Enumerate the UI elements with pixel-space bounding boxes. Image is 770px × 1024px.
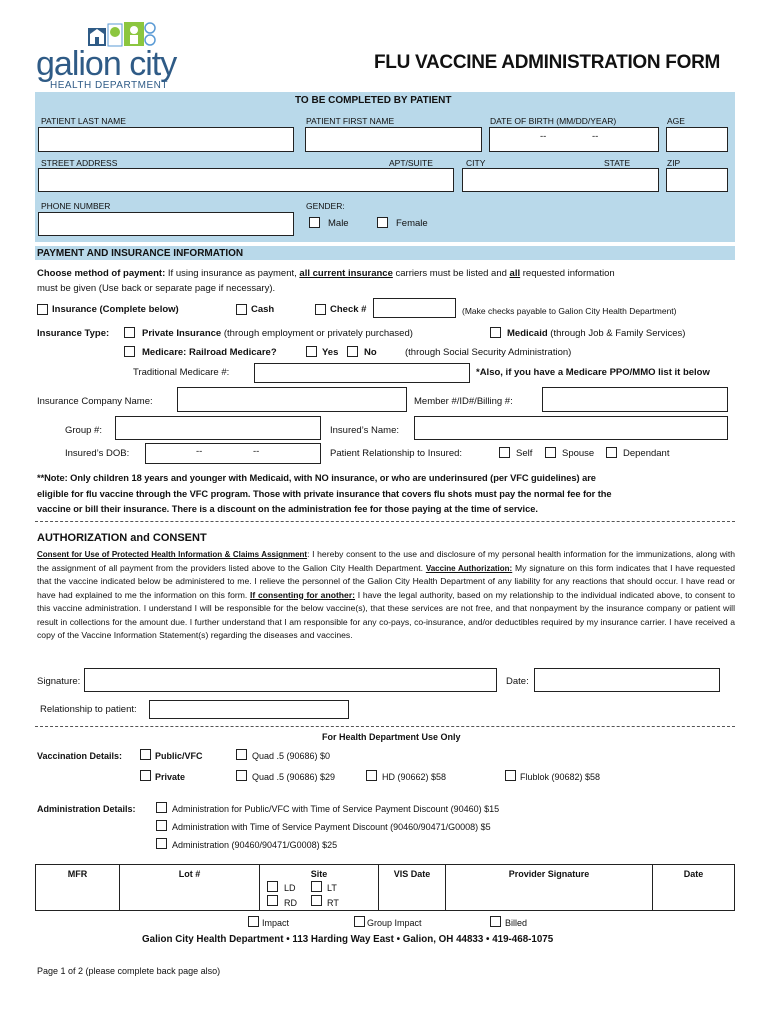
payment-method-u2: all [509, 268, 521, 279]
medicaid-line [507, 328, 685, 340]
logo [36, 20, 186, 92]
flublok-58-checkbox[interactable] [505, 770, 516, 781]
provider-signature-header-text: Provider Signature [508, 869, 590, 879]
member-id-label: Member #/ID#/Billing #: [414, 396, 513, 407]
zip-field[interactable] [666, 168, 728, 192]
railroad-no-label: No [364, 347, 377, 358]
quad-29-label: Quad .5 (90686) $29 [252, 772, 336, 782]
admin-public-vfc-label: Administration for Public/VFC with Time of Service Payment Discount (90460) $15 [172, 804, 500, 814]
patient-last-name-label: PATIENT LAST NAME [41, 116, 126, 126]
dob-separator-1: -- [540, 131, 547, 142]
spouse-checkbox[interactable] [545, 447, 556, 458]
consent-section-header: AUTHORIZATION and CONSENT [37, 532, 207, 544]
vfc-note-line1: **Note: Only children 18 years and younger with Medicaid, with NO insurance, or who are underinsured (per VFC guidelines) are [37, 473, 596, 483]
self-label: Self [516, 448, 533, 459]
payment-method-u1: all current insurance [299, 268, 393, 279]
patient-section-header: TO BE COMPLETED BY PATIENT [295, 95, 452, 106]
signature-label: Signature: [37, 676, 81, 687]
consent-phi-heading: Consent for Use of Protected Health Information & Claims Assignment [37, 550, 308, 559]
railroad-yes-label: Yes [322, 347, 339, 358]
site-lt-label: LT [327, 883, 337, 893]
self-checkbox[interactable] [499, 447, 510, 458]
consenting-for-another-heading: If consenting for another: [249, 589, 356, 600]
billed-checkbox[interactable] [490, 916, 501, 927]
age-label: AGE [667, 116, 685, 126]
group-impact-checkbox[interactable] [354, 916, 365, 927]
gender-label: GENDER: [306, 201, 345, 211]
insured-dob-separator-1: -- [196, 446, 203, 457]
patient-relationship-label: Patient Relationship to Insured: [330, 448, 463, 459]
private-insurance-checkbox[interactable] [124, 327, 135, 338]
billed-label: Billed [505, 918, 528, 928]
city-label: CITY [466, 158, 486, 168]
private-checkbox[interactable] [140, 770, 151, 781]
male-label: Male [328, 218, 349, 229]
hd-58-checkbox[interactable] [366, 770, 377, 781]
check-checkbox[interactable] [315, 304, 326, 315]
consenting-for-another-text: I have the legal authority, based on my relationship to the individual indicated above, to consent to this vaccine administration. I understand I will be responsible for the below vaccine(s), that these services are not free, and that nonpayment by the insurance company or patient will result in collections for the amount due. I further understand that I am responsible for any co-pays, co-insurance, and/or deductibles required by my insurance carrier. I have received a copy of the Vaccine Information Statement(s) regarding the diseases and vaccines. [37, 589, 735, 640]
male-checkbox[interactable] [309, 217, 320, 228]
public-vfc-checkbox[interactable] [140, 749, 151, 760]
spouse-label: Spouse [562, 448, 595, 459]
administration-details-label: Administration Details: [37, 804, 136, 814]
medicaid-label: Medicaid [507, 328, 548, 339]
public-vfc-label: Public/VFC [155, 751, 203, 761]
insured-dob-separator-2: -- [253, 446, 260, 457]
impact-label: Impact [262, 918, 290, 928]
insured-name-label: Insured’s Name: [330, 425, 399, 436]
quad-0-label: Quad .5 (90686) $0 [252, 751, 331, 761]
insured-name-field[interactable] [414, 416, 728, 440]
admin-standard-label: Administration (90460/90471/G0008) $25 [172, 840, 338, 850]
dob-label: DATE OF BIRTH (MM/DD/YEAR) [490, 116, 617, 126]
vaccine-authorization-text: My signature on this form indicates that I have requested that the vaccine indicated below be administered to me. I relieve the personnel of the Galion City Health Department of any liability for any reactions that should occur. I have read or have had explained to me the information on this form. [37, 562, 735, 600]
relationship-to-patient-label: Relationship to patient: [40, 704, 137, 715]
patient-first-name-label: PATIENT FIRST NAME [306, 116, 395, 126]
insurance-company-field[interactable] [177, 387, 407, 412]
dob-field[interactable] [489, 127, 659, 152]
patient-first-name-field[interactable] [305, 127, 482, 152]
site-ld-checkbox[interactable] [267, 881, 278, 892]
railroad-no-checkbox[interactable] [347, 346, 358, 357]
medicare-label: Medicare: Railroad Medicare? [142, 347, 277, 358]
check-option-label: Check # [330, 304, 367, 315]
vaccine-authorization-heading: Vaccine Authorization: [425, 563, 513, 573]
insurance-type-label: Insurance Type: [37, 328, 110, 339]
private-insurance-label: Private Insurance [142, 328, 222, 339]
medicare-checkbox[interactable] [124, 346, 135, 357]
consent-date-label: Date: [506, 676, 529, 687]
page-title: FLU VACCINE ADMINISTRATION FORM [374, 52, 721, 73]
logo-subtitle: HEALTH DEPARTMENT [50, 80, 168, 91]
admin-standard-checkbox[interactable] [156, 838, 167, 849]
patient-last-name-field[interactable] [38, 127, 294, 152]
page-number: Page 1 of 2 (please complete back page also) [37, 966, 221, 976]
logo-icon [86, 20, 156, 48]
mfr-header-text: MFR [67, 869, 88, 879]
signature-field[interactable] [84, 668, 497, 692]
vaccination-details-label: Vaccination Details: [37, 751, 123, 761]
group-impact-label: Group Impact [367, 918, 422, 928]
payment-method-text3: requested information [520, 268, 615, 279]
dependant-label: Dependant [623, 448, 670, 459]
admin-public-vfc-checkbox[interactable] [156, 802, 167, 813]
state-label: STATE [604, 158, 631, 168]
insurance-option-label: Insurance (Complete below) [52, 304, 179, 315]
phone-number-label: PHONE NUMBER [41, 201, 111, 211]
site-header-text: Site [310, 869, 328, 879]
group-number-label: Group #: [65, 425, 102, 436]
consent-paragraph [37, 548, 735, 643]
divider-1 [35, 521, 735, 522]
table-header-mfr [35, 864, 120, 911]
table-header-lot [119, 864, 260, 911]
site-rt-checkbox[interactable] [311, 895, 322, 906]
female-checkbox[interactable] [377, 217, 388, 228]
group-number-field[interactable] [115, 416, 321, 440]
insurance-checkbox[interactable] [37, 304, 48, 315]
vfc-note-line3: vaccine or bill their insurance. There is a discount on the administration fee for those paying at the time of service. [37, 504, 538, 514]
medicaid-note: (through Job & Family Services) [550, 328, 686, 339]
consent-date-field[interactable] [534, 668, 720, 692]
payment-method-text2: carriers must be listed and [392, 268, 510, 279]
quad-0-checkbox[interactable] [236, 749, 247, 760]
insurance-company-label: Insurance Company Name: [37, 396, 153, 407]
quad-29-checkbox[interactable] [236, 770, 247, 781]
medicare-ppo-note: *Also, if you have a Medicare PPO/MMO list it below [476, 367, 710, 378]
member-id-field[interactable] [542, 387, 728, 412]
insured-dob-label: Insured’s DOB: [65, 448, 130, 459]
female-label: Female [396, 218, 428, 229]
admin-discount-checkbox[interactable] [156, 820, 167, 831]
vfc-note-line2: eligible for flu vaccine through the VFC program. Those with private insurance that covers flu shots must pay the normal fee for the [37, 489, 612, 499]
traditional-medicare-label: Traditional Medicare #: [133, 367, 230, 378]
street-address-field[interactable] [38, 168, 454, 192]
site-lt-checkbox[interactable] [311, 881, 322, 892]
logo-name: galion city [36, 45, 177, 83]
payment-method-text1: If using insurance as payment, [165, 268, 300, 279]
date-header-text: Date [683, 869, 704, 879]
office-use-header: For Health Department Use Only [322, 732, 461, 742]
traditional-medicare-field[interactable] [254, 363, 470, 383]
city-state-field[interactable] [462, 168, 659, 192]
dependant-checkbox[interactable] [606, 447, 617, 458]
impact-checkbox[interactable] [248, 916, 259, 927]
check-number-field[interactable] [373, 298, 456, 318]
dob-separator-2: -- [592, 131, 599, 142]
age-field[interactable] [666, 127, 728, 152]
private-insurance-note: (through employment or privately purchased) [223, 328, 413, 339]
consent-phi-text: : I hereby consent to the use and disclosure of my personal health information for the immunizations, along with the assignment of all payment from the providers listed above to the Galion City Health Department. [37, 549, 735, 573]
private-label: Private [155, 772, 186, 782]
street-address-label: STREET ADDRESS [41, 158, 118, 168]
cash-checkbox[interactable] [236, 304, 247, 315]
phone-number-field[interactable] [38, 212, 294, 236]
vis-date-header-text: VIS Date [393, 869, 431, 879]
divider-2 [35, 726, 735, 727]
table-header-vis-date [378, 864, 446, 911]
ssa-note: (through Social Security Administration) [405, 347, 572, 358]
relationship-to-patient-field[interactable] [149, 700, 349, 719]
payment-section-header: PAYMENT AND INSURANCE INFORMATION [37, 248, 244, 259]
railroad-yes-checkbox[interactable] [306, 346, 317, 357]
cash-option-label: Cash [251, 304, 275, 315]
site-ld-label: LD [284, 883, 296, 893]
check-note: (Make checks payable to Galion City Health Department) [462, 306, 677, 316]
payment-method-instructions [37, 268, 615, 280]
admin-discount-label: Administration with Time of Service Payment Discount (90460/90471/G0008) $5 [172, 822, 491, 832]
table-header-date [652, 864, 735, 911]
table-header-provider-signature [445, 864, 653, 911]
vaccine-record-table [35, 864, 735, 911]
hd-58-label: HD (90662) $58 [382, 772, 447, 782]
payment-method-bold: Choose method of payment: [37, 268, 166, 279]
site-rd-label: RD [284, 898, 297, 908]
medicaid-checkbox[interactable] [490, 327, 501, 338]
apt-suite-label: APT/SUITE [389, 158, 433, 168]
flublok-58-label: Flublok (90682) $58 [520, 772, 601, 782]
payment-method-line2: must be given (Use back or separate page if necessary). [37, 283, 276, 294]
private-insurance-line [142, 328, 413, 340]
zip-label: ZIP [667, 158, 681, 168]
site-rt-label: RT [327, 898, 339, 908]
insured-dob-field[interactable] [145, 443, 321, 464]
site-rd-checkbox[interactable] [267, 895, 278, 906]
lot-header-text: Lot # [178, 869, 201, 879]
footer-address: Galion City Health Department • 113 Harding Way East • Galion, OH 44833 • 419-468-1075 [142, 934, 554, 945]
